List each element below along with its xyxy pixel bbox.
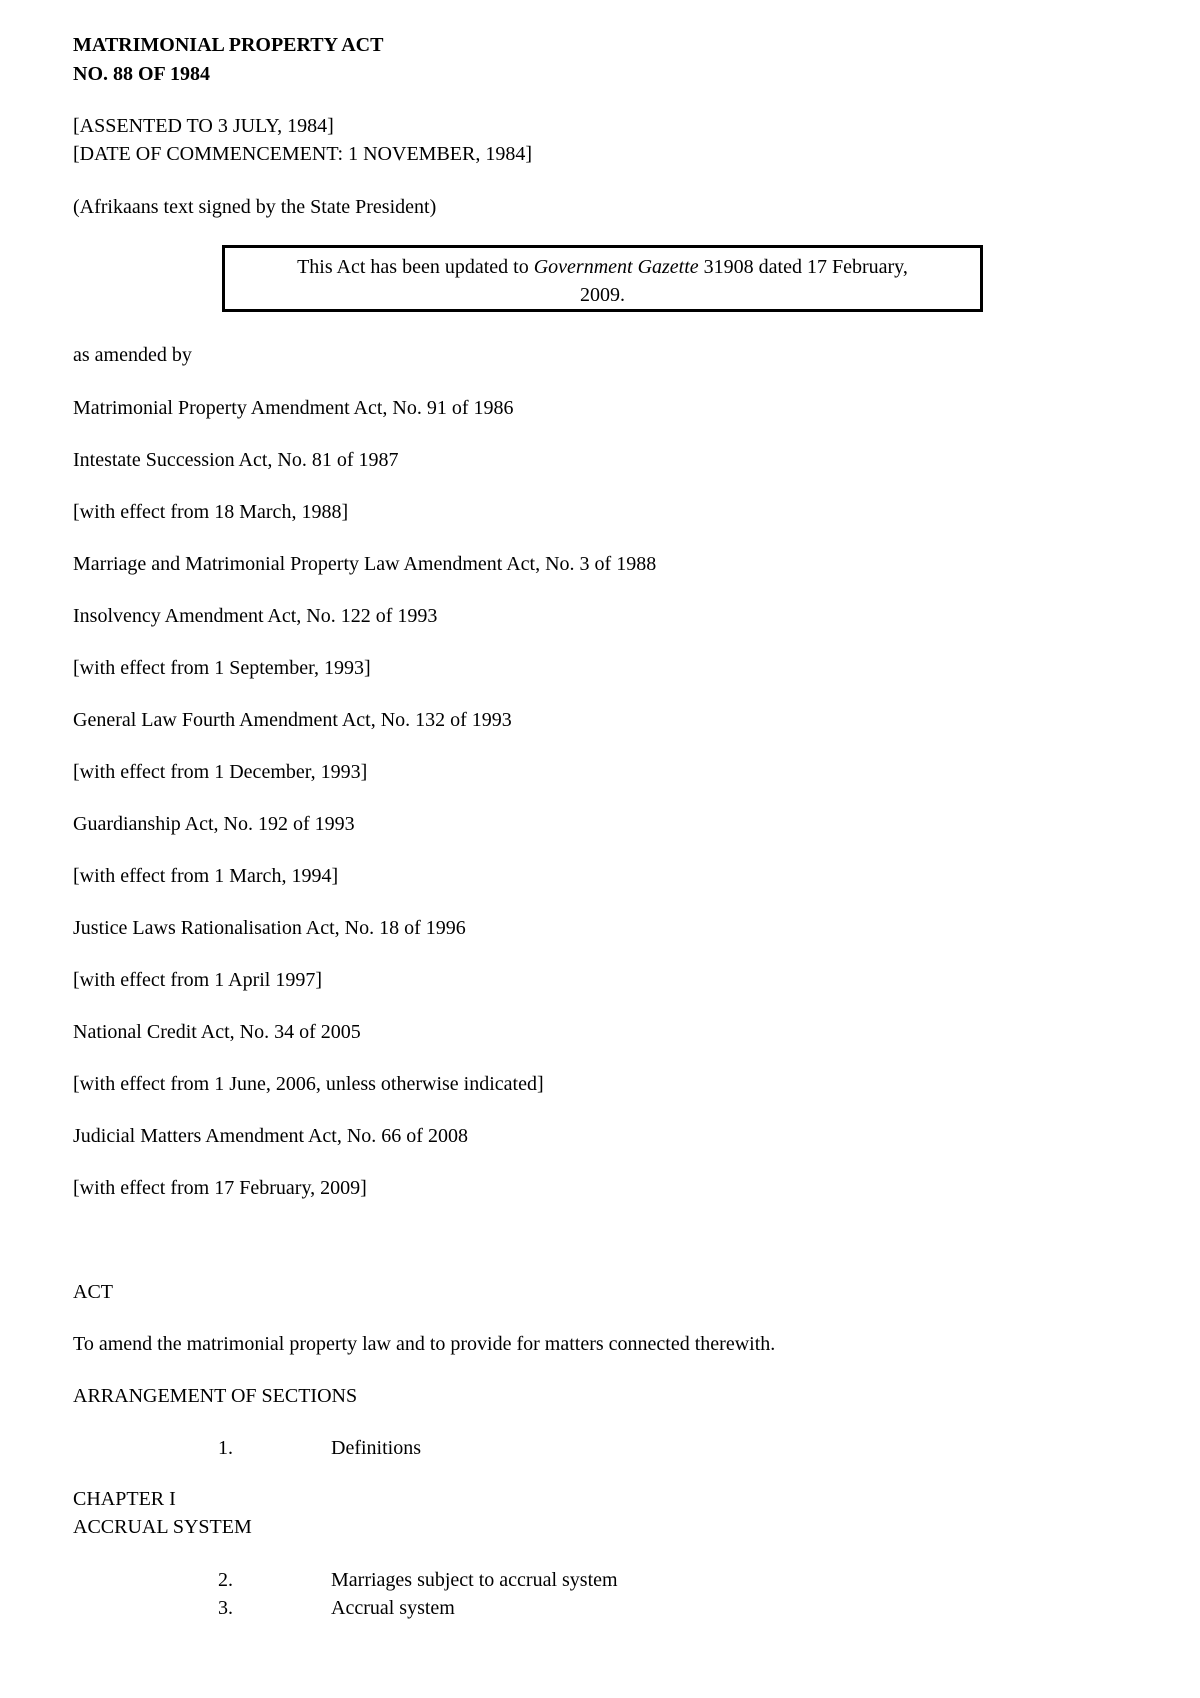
amendment-item: General Law Fourth Amendment Act, No. 132 of 1993 xyxy=(73,709,512,731)
signed-note: (Afrikaans text signed by the State President) xyxy=(73,196,437,218)
long-title: To amend the matrimonial property law and to provide for matters connected therewith. xyxy=(73,1333,776,1355)
chapter-label: CHAPTER I xyxy=(73,1488,176,1510)
section-number: 3. xyxy=(218,1597,233,1619)
amendment-item: Insolvency Amendment Act, No. 122 of 1993 xyxy=(73,605,438,627)
amendment-effect: [with effect from 1 June, 2006, unless otherwise indicated] xyxy=(73,1073,544,1095)
amendment-item: Intestate Succession Act, No. 81 of 1987 xyxy=(73,449,399,471)
act-number: NO. 88 OF 1984 xyxy=(73,63,211,85)
act-title: MATRIMONIAL PROPERTY ACT xyxy=(73,34,384,56)
amendment-item: Marriage and Matrimonial Property Law Amendment Act, No. 3 of 1988 xyxy=(73,553,657,575)
amendment-item: Guardianship Act, No. 192 of 1993 xyxy=(73,813,355,835)
amendment-item: Judicial Matters Amendment Act, No. 66 of 2008 xyxy=(73,1125,468,1147)
amendment-effect: [with effect from 18 March, 1988] xyxy=(73,501,349,523)
update-notice-box xyxy=(222,245,983,312)
amendment-effect: [with effect from 1 December, 1993] xyxy=(73,761,368,783)
amendment-item: National Credit Act, No. 34 of 2005 xyxy=(73,1021,361,1043)
section-title: Marriages subject to accrual system xyxy=(331,1569,618,1591)
section-number: 1. xyxy=(218,1437,233,1459)
arrangement-heading: ARRANGEMENT OF SECTIONS xyxy=(73,1385,358,1407)
chapter-title: ACCRUAL SYSTEM xyxy=(73,1516,252,1538)
section-number: 2. xyxy=(218,1569,233,1591)
amendment-effect: [with effect from 1 September, 1993] xyxy=(73,657,371,679)
commencement-date: [DATE OF COMMENCEMENT: 1 NOVEMBER, 1984] xyxy=(73,143,533,165)
update-notice-gazette: Government Gazette xyxy=(533,256,699,278)
amendment-effect: [with effect from 17 February, 2009] xyxy=(73,1177,367,1199)
section-title: Definitions xyxy=(331,1437,421,1459)
assented-date: [ASSENTED TO 3 JULY, 1984] xyxy=(73,115,334,137)
section-title: Accrual system xyxy=(331,1597,455,1619)
amended-by-label: as amended by xyxy=(73,344,192,366)
amendment-item: Justice Laws Rationalisation Act, No. 18 of 1996 xyxy=(73,917,466,939)
amendment-item: Matrimonial Property Amendment Act, No. 91 of 1986 xyxy=(73,397,514,419)
update-notice-line1 xyxy=(225,253,980,281)
update-notice-suffix: 31908 dated 17 February, xyxy=(698,256,908,278)
act-heading: ACT xyxy=(73,1281,113,1303)
amendment-effect: [with effect from 1 March, 1994] xyxy=(73,865,339,887)
update-notice-line2: 2009. xyxy=(580,284,625,306)
amendment-effect: [with effect from 1 April 1997] xyxy=(73,969,323,991)
update-notice-prefix: This Act has been updated to xyxy=(297,256,534,278)
